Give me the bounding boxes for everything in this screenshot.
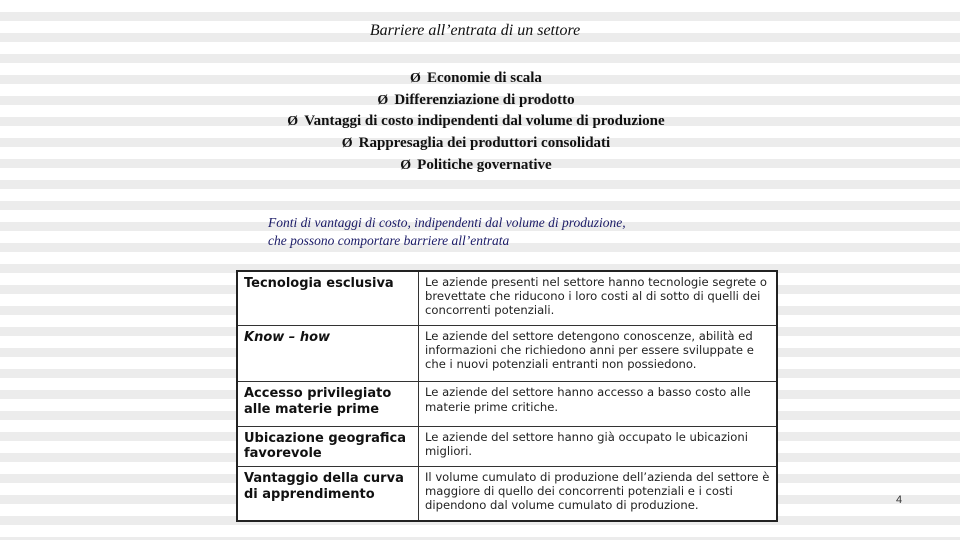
- row-key: Know – how: [237, 325, 419, 381]
- bullet-text: Rappresaglia dei produttori consolidati: [358, 135, 611, 152]
- bullet-item: [0, 68, 952, 90]
- arrow-bullet-icon: Ø: [410, 71, 421, 86]
- arrow-bullet-icon: Ø: [287, 114, 299, 130]
- row-value: Le aziende del settore hanno accesso a basso costo alle materie prime critiche.: [419, 382, 778, 426]
- row-value: Le aziende del settore detengono conoscenze, abilità ed informazioni che richiedono anni per essere sviluppate e che i nuovi potenziali entranti non possiedono.: [419, 325, 778, 381]
- row-key: Tecnologia esclusiva: [237, 271, 419, 325]
- row-value: Le aziende presenti nel settore hanno tecnologie segrete o brevettate che riducono i loro costi al di sotto di quelli dei concorrenti potenziali.: [419, 271, 778, 325]
- table-caption: [268, 214, 788, 250]
- arrow-bullet-icon: Ø: [400, 157, 412, 173]
- bullet-list: [0, 68, 952, 177]
- bullet-item: [0, 111, 952, 133]
- bullet-item: [0, 90, 952, 112]
- row-value: Il volume cumulato di produzione dell’azienda del settore è maggiore di quello dei concorrenti potenziali e i costi dipendono dal volume cumulato di produzione.: [419, 467, 778, 521]
- bullet-text: Differenziazione di prodotto: [394, 91, 575, 108]
- arrow-bullet-icon: Ø: [341, 136, 353, 152]
- table-row: [237, 426, 777, 466]
- bullet-text: Vantaggi di costo indipendenti dal volume di produzione: [304, 113, 665, 130]
- caption-line: Fonti di vantaggi di costo, indipendenti dal volume di produzione,: [268, 215, 626, 230]
- table-row: [237, 325, 777, 381]
- row-key: Vantaggio della curva di apprendimento: [237, 467, 419, 521]
- table-row: [237, 271, 777, 325]
- caption-line: che possono comportare barriere all’entrata: [268, 233, 510, 248]
- bullet-text: Economie di scala: [426, 70, 542, 86]
- bullet-text: Politiche governative: [417, 156, 552, 173]
- bullet-item: [0, 133, 952, 155]
- slide-title: Barriere all’entrata di un settore: [369, 22, 581, 39]
- row-value: Le aziende del settore hanno già occupato le ubicazioni migliori.: [419, 426, 778, 466]
- row-key: Ubicazione geografica favorevole: [237, 426, 419, 466]
- table: [236, 270, 778, 522]
- table-row: [237, 467, 777, 521]
- page-number: 4: [896, 494, 903, 506]
- bullet-item: [0, 155, 952, 177]
- row-key: Accesso privilegiato alle materie prime: [237, 382, 419, 426]
- cost-advantages-table: [236, 270, 778, 522]
- arrow-bullet-icon: Ø: [377, 92, 389, 108]
- table-row: [237, 382, 777, 426]
